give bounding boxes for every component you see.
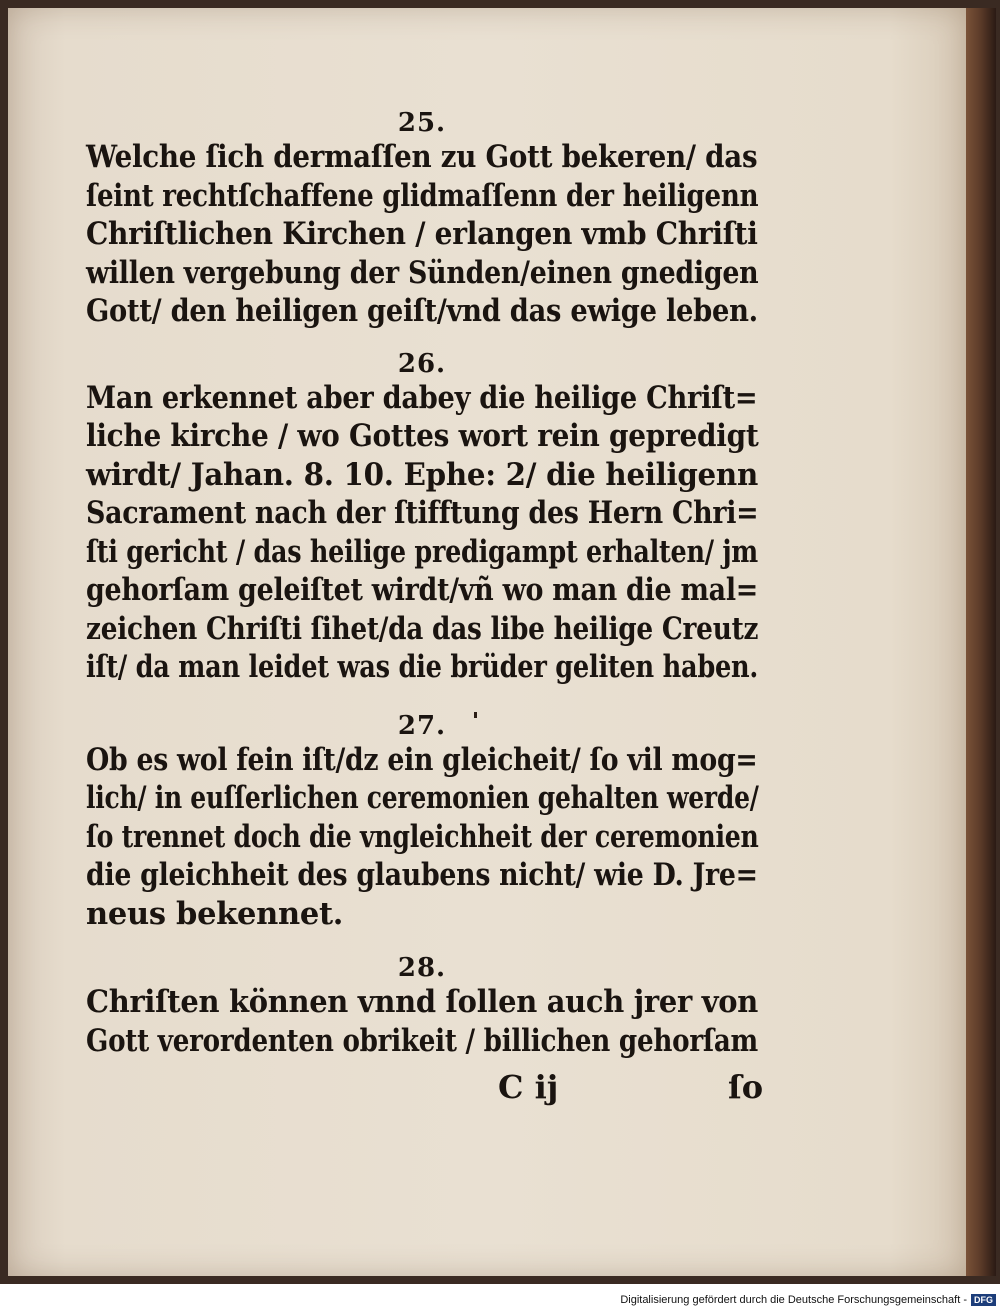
text-line: ſo trennet doch die vngleichheit der ceremonien xyxy=(86,818,759,855)
paragraph-28 xyxy=(86,983,758,1060)
section-number-26: 26. xyxy=(397,348,447,379)
signature-mark: C ij xyxy=(498,1068,559,1106)
text-line: ſeint rechtſchaffene glidmaſſenn der heiligenn xyxy=(86,177,759,214)
ink-speck xyxy=(474,712,477,718)
text-line: Welche ſich dermaſſen zu Gott bekeren/ das xyxy=(86,139,758,175)
text-line: lich/ in euſſerlichen ceremonien gehalten werde/ xyxy=(86,780,759,816)
catchword: ſo xyxy=(728,1068,764,1106)
text-line: gehorſam geleiſtet wirdt/vñ wo man die mal= xyxy=(86,572,759,608)
text-line: willen vergebung der Sünden/einen gnedigen xyxy=(86,254,759,291)
dfg-logo: DFG xyxy=(971,1294,996,1306)
text-line: iſt/ da man leidet was die brüder geliten haben. xyxy=(86,649,759,685)
text-line: Chriſten können vnnd ſollen auch jrer von xyxy=(86,984,758,1020)
text-line: ſti gericht / das heilige predigampt erhalten/ jm xyxy=(86,533,758,570)
text-line: Man erkennet aber dabey die heilige Chriſt= xyxy=(86,379,758,416)
paragraph-26 xyxy=(86,379,758,687)
text-line: wirdt/ Jahan. 8. 10. Ephe: 2/ die heiligenn xyxy=(86,456,758,493)
paragraph-27 xyxy=(86,741,758,934)
text-line: zeichen Chriſti ſihet/da das libe heilige Creutz xyxy=(86,610,759,647)
section-number-25: 25. xyxy=(397,108,447,138)
footer-credit: Digitalisierung gefördert durch die Deutsche Forschungsgemeinschaft - xyxy=(620,1294,967,1306)
section-number-27: 27. xyxy=(397,710,447,741)
book-fore-edge xyxy=(966,8,996,1276)
text-line: Chriſtlichen Kirchen / erlangen vmb Chriſti xyxy=(86,216,758,252)
text-line: Gott verordenten obrikeit / billichen gehorſam xyxy=(86,1022,758,1059)
text-line: Ob es wol fein iſt/dz ein gleicheit/ ſo vil mog= xyxy=(86,741,758,778)
text-line: die gleichheit des glaubens nicht/ wie D. Jre= xyxy=(86,857,758,893)
text-line: Sacrament nach der ſtifftung des Hern Chri= xyxy=(86,495,759,531)
text-line: liche kirche / wo Gottes wort rein gepredigt xyxy=(86,418,759,454)
text-line: Gott/ den heiligen geiſt/vnd das ewige leben. xyxy=(86,293,758,329)
section-number-28: 28. xyxy=(397,953,447,983)
text-line: neus bekennet. xyxy=(86,895,344,932)
digitization-footer xyxy=(620,1290,996,1310)
paragraph-25 xyxy=(86,138,758,331)
page-text xyxy=(86,108,758,1060)
